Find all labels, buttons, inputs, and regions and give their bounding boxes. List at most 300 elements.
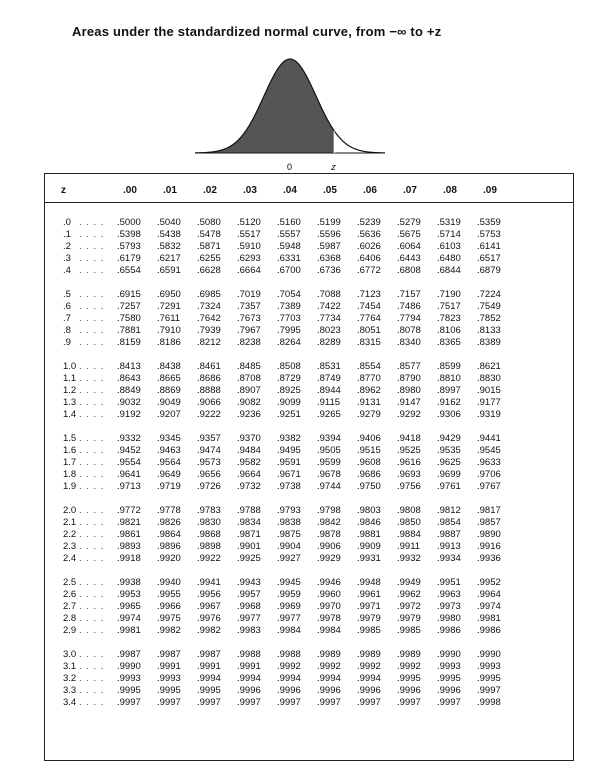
table-cell: .9990: [117, 661, 141, 672]
table-row: [45, 253, 573, 265]
table-cell: .9997: [317, 697, 341, 708]
table-cell: .9641: [117, 469, 141, 480]
page-title: Areas under the standardized normal curve, from −∞ to +z: [72, 24, 442, 39]
leader-dots: . . . .: [79, 481, 105, 492]
table-cell: .9991: [197, 661, 221, 672]
table-cell: .9693: [397, 469, 421, 480]
table-cell: .5910: [237, 241, 261, 252]
leader-dots: . . . .: [79, 505, 105, 516]
table-cell: .7794: [397, 313, 421, 324]
table-cell: .8078: [397, 325, 421, 336]
leader-dots: . . . .: [79, 613, 105, 624]
table-cell: .7019: [237, 289, 261, 300]
table-cell: .9963: [437, 589, 461, 600]
table-cell: .6950: [157, 289, 181, 300]
leader-dots: . . . .: [79, 385, 105, 396]
table-cell: .9929: [317, 553, 341, 564]
table-cell: .9996: [357, 685, 381, 696]
table-cell: .6368: [317, 253, 341, 264]
table-row: [45, 313, 573, 325]
table-cell: .9608: [357, 457, 381, 468]
table-cell: .9066: [197, 397, 221, 408]
table-cell: .9962: [397, 589, 421, 600]
leader-dots: . . . .: [79, 469, 105, 480]
table-cell: .9049: [157, 397, 181, 408]
table-cell: .6554: [117, 265, 141, 276]
table-cell: .9616: [397, 457, 421, 468]
table-cell: .7939: [197, 325, 221, 336]
table-cell: .9319: [477, 409, 501, 420]
table-cell: .5517: [237, 229, 261, 240]
table-cell: .7389: [277, 301, 301, 312]
table-cell: .9996: [317, 685, 341, 696]
table-cell: .9976: [197, 613, 221, 624]
z-value: 3.4: [63, 697, 77, 708]
table-cell: .5987: [317, 241, 341, 252]
table-cell: .9904: [277, 541, 301, 552]
table-cell: .9884: [397, 529, 421, 540]
column-header: .09: [483, 185, 497, 196]
z-value: .2: [63, 241, 71, 252]
table-row: [45, 457, 573, 469]
table-cell: .7257: [117, 301, 141, 312]
leader-dots: . . . .: [79, 265, 105, 276]
z-value: 2.9: [63, 625, 77, 636]
table-cell: .9981: [477, 613, 501, 624]
table-cell: .9911: [397, 541, 421, 552]
table-cell: .8810: [437, 373, 461, 384]
table-cell: .9913: [437, 541, 461, 552]
table-cell: .9115: [317, 397, 341, 408]
table-cell: .5160: [277, 217, 301, 228]
table-cell: .9857: [477, 517, 501, 528]
table-cell: .5319: [437, 217, 461, 228]
table-cell: .9972: [397, 601, 421, 612]
table-cell: .9991: [237, 661, 261, 672]
leader-dots: . . . .: [79, 313, 105, 324]
table-cell: .6217: [157, 253, 181, 264]
table-cell: .9131: [357, 397, 381, 408]
table-cell: .5753: [477, 229, 501, 240]
leader-dots: . . . .: [79, 697, 105, 708]
z-label: z: [331, 162, 336, 172]
table-cell: .8023: [317, 325, 341, 336]
table-cell: .7291: [157, 301, 181, 312]
table-cell: .9474: [197, 445, 221, 456]
table-cell: .5557: [277, 229, 301, 240]
table-cell: .9671: [277, 469, 301, 480]
table-cell: .9649: [157, 469, 181, 480]
table-cell: .9545: [477, 445, 501, 456]
table-cell: .9992: [277, 661, 301, 672]
table-cell: .9564: [157, 457, 181, 468]
table-cell: .9952: [477, 577, 501, 588]
column-header: .07: [403, 185, 417, 196]
column-header: .06: [363, 185, 377, 196]
table-cell: .9982: [157, 625, 181, 636]
table-cell: .9934: [437, 553, 461, 564]
table-cell: .5040: [157, 217, 181, 228]
table-cell: .9846: [357, 517, 381, 528]
table-cell: .9861: [117, 529, 141, 540]
table-cell: .9989: [357, 649, 381, 660]
leader-dots: . . . .: [79, 673, 105, 684]
table-cell: .9726: [197, 481, 221, 492]
table-header-row: [45, 174, 573, 203]
table-cell: .6443: [397, 253, 421, 264]
table-cell: .9099: [277, 397, 301, 408]
table-cell: .8925: [277, 385, 301, 396]
table-cell: .9991: [157, 661, 181, 672]
table-cell: .9871: [237, 529, 261, 540]
table-cell: .8599: [437, 361, 461, 372]
z-value: .8: [63, 325, 71, 336]
table-cell: .9994: [277, 673, 301, 684]
table-cell: .9406: [357, 433, 381, 444]
table-cell: .8643: [117, 373, 141, 384]
table-cell: .9664: [237, 469, 261, 480]
table-cell: .9965: [117, 601, 141, 612]
normal-table: [44, 173, 574, 761]
table-cell: .9994: [197, 673, 221, 684]
table-cell: .9177: [477, 397, 501, 408]
table-cell: .9332: [117, 433, 141, 444]
table-row: [45, 649, 573, 661]
table-cell: .9992: [357, 661, 381, 672]
table-cell: .9767: [477, 481, 501, 492]
table-cell: .9970: [317, 601, 341, 612]
z-value: 3.0: [63, 649, 77, 660]
table-cell: .9996: [437, 685, 461, 696]
table-cell: .8554: [357, 361, 381, 372]
normal-curve-figure: [0, 45, 608, 175]
table-row: [45, 577, 573, 589]
leader-dots: . . . .: [79, 625, 105, 636]
table-cell: .9968: [237, 601, 261, 612]
table-cell: .9986: [477, 625, 501, 636]
table-cell: .9997: [357, 697, 381, 708]
leader-dots: . . . .: [79, 649, 105, 660]
table-cell: .9959: [277, 589, 301, 600]
table-cell: .9995: [197, 685, 221, 696]
table-cell: .9979: [397, 613, 421, 624]
table-row: [45, 505, 573, 517]
table-cell: .9957: [237, 589, 261, 600]
table-cell: .8461: [197, 361, 221, 372]
table-cell: .9756: [397, 481, 421, 492]
table-cell: .7454: [357, 301, 381, 312]
table-cell: .9898: [197, 541, 221, 552]
table-cell: .8159: [117, 337, 141, 348]
table-cell: .9984: [317, 625, 341, 636]
table-cell: .8413: [117, 361, 141, 372]
table-cell: .9988: [237, 649, 261, 660]
z-value: 2.4: [63, 553, 77, 564]
table-cell: .8621: [477, 361, 501, 372]
table-cell: .8212: [197, 337, 221, 348]
table-cell: .9732: [237, 481, 261, 492]
table-cell: .9909: [357, 541, 381, 552]
table-cell: .9996: [277, 685, 301, 696]
table-row: [45, 241, 573, 253]
table-cell: .9015: [477, 385, 501, 396]
table-cell: .9699: [437, 469, 461, 480]
table-cell: .9979: [357, 613, 381, 624]
table-cell: .6064: [397, 241, 421, 252]
table-cell: .9854: [437, 517, 461, 528]
table-cell: .9292: [397, 409, 421, 420]
leader-dots: . . . .: [79, 661, 105, 672]
leader-dots: . . . .: [79, 325, 105, 336]
table-cell: .9997: [237, 697, 261, 708]
table-cell: .8980: [397, 385, 421, 396]
z-value: 1.8: [63, 469, 77, 480]
table-cell: .6255: [197, 253, 221, 264]
table-cell: .9881: [357, 529, 381, 540]
table-row: [45, 373, 573, 385]
table-cell: .7881: [117, 325, 141, 336]
z-value: .9: [63, 337, 71, 348]
table-row: [45, 517, 573, 529]
table-cell: .8888: [197, 385, 221, 396]
table-cell: .6915: [117, 289, 141, 300]
table-cell: .8106: [437, 325, 461, 336]
table-cell: .8830: [477, 373, 501, 384]
table-row: [45, 301, 573, 313]
table-cell: .9955: [157, 589, 181, 600]
table-cell: .9997: [277, 697, 301, 708]
table-cell: .9656: [197, 469, 221, 480]
z-value: 1.3: [63, 397, 77, 408]
table-cell: .7190: [437, 289, 461, 300]
table-cell: .9922: [197, 553, 221, 564]
table-cell: .7823: [437, 313, 461, 324]
leader-dots: . . . .: [79, 577, 105, 588]
table-cell: .8340: [397, 337, 421, 348]
table-cell: .8708: [237, 373, 261, 384]
table-cell: .5596: [317, 229, 341, 240]
table-cell: .9750: [357, 481, 381, 492]
table-cell: .9997: [397, 697, 421, 708]
table-cell: .8577: [397, 361, 421, 372]
table-cell: .6772: [357, 265, 381, 276]
column-header: .03: [243, 185, 257, 196]
table-cell: .7157: [397, 289, 421, 300]
table-cell: .9834: [237, 517, 261, 528]
table-cell: .6736: [317, 265, 341, 276]
z-value: 1.9: [63, 481, 77, 492]
table-cell: .9798: [317, 505, 341, 516]
table-cell: .9838: [277, 517, 301, 528]
table-cell: .9969: [277, 601, 301, 612]
z-column-header: z: [61, 185, 66, 196]
table-row: [45, 385, 573, 397]
z-value: .5: [63, 289, 71, 300]
table-cell: .9997: [197, 697, 221, 708]
table-cell: .9706: [477, 469, 501, 480]
table-row: [45, 613, 573, 625]
table-cell: .6406: [357, 253, 381, 264]
table-cell: .8289: [317, 337, 341, 348]
table-cell: .9988: [277, 649, 301, 660]
z-value: 2.6: [63, 589, 77, 600]
table-cell: .6517: [477, 253, 501, 264]
zero-label: 0: [287, 162, 293, 172]
table-cell: .8962: [357, 385, 381, 396]
z-value: 2.5: [63, 577, 77, 588]
table-cell: .9994: [317, 673, 341, 684]
table-cell: .8770: [357, 373, 381, 384]
table-cell: .9582: [237, 457, 261, 468]
table-cell: .9996: [237, 685, 261, 696]
table-cell: .9985: [357, 625, 381, 636]
table-cell: .9998: [477, 697, 501, 708]
table-cell: .9961: [357, 589, 381, 600]
table-cell: .9265: [317, 409, 341, 420]
table-cell: .9394: [317, 433, 341, 444]
leader-dots: . . . .: [79, 457, 105, 468]
table-cell: .9980: [437, 613, 461, 624]
column-header: .04: [283, 185, 297, 196]
table-cell: .9989: [397, 649, 421, 660]
table-cell: .9901: [237, 541, 261, 552]
table-cell: .9964: [477, 589, 501, 600]
table-cell: .9966: [157, 601, 181, 612]
table-cell: .9896: [157, 541, 181, 552]
leader-dots: . . . .: [79, 241, 105, 252]
table-cell: .9953: [117, 589, 141, 600]
table-cell: .5832: [157, 241, 181, 252]
table-cell: .9279: [357, 409, 381, 420]
table-cell: .9906: [317, 541, 341, 552]
table-cell: .9938: [117, 577, 141, 588]
table-cell: .9778: [157, 505, 181, 516]
table-cell: .5636: [357, 229, 381, 240]
table-cell: .7224: [477, 289, 501, 300]
table-cell: .7995: [277, 325, 301, 336]
column-header: .02: [203, 185, 217, 196]
table-cell: .9192: [117, 409, 141, 420]
leader-dots: . . . .: [79, 601, 105, 612]
leader-dots: . . . .: [79, 409, 105, 420]
table-cell: .9974: [117, 613, 141, 624]
table-cell: .9452: [117, 445, 141, 456]
table-cell: .8508: [277, 361, 301, 372]
z-value: .4: [63, 265, 71, 276]
normal-curve-graphic: [0, 45, 608, 175]
table-cell: .9940: [157, 577, 181, 588]
table-cell: .9875: [277, 529, 301, 540]
z-value: 2.8: [63, 613, 77, 624]
leader-dots: . . . .: [79, 553, 105, 564]
table-cell: .7054: [277, 289, 301, 300]
table-cell: .9082: [237, 397, 261, 408]
table-cell: .9625: [437, 457, 461, 468]
table-cell: .9994: [357, 673, 381, 684]
table-cell: .9890: [477, 529, 501, 540]
table-cell: .9207: [157, 409, 181, 420]
leader-dots: . . . .: [79, 685, 105, 696]
z-value: 1.6: [63, 445, 77, 456]
table-cell: .8264: [277, 337, 301, 348]
table-cell: .9772: [117, 505, 141, 516]
table-cell: .9484: [237, 445, 261, 456]
table-cell: .9525: [397, 445, 421, 456]
z-value: 3.1: [63, 661, 77, 672]
table-cell: .9382: [277, 433, 301, 444]
table-cell: .6985: [197, 289, 221, 300]
table-cell: .9633: [477, 457, 501, 468]
table-cell: .9370: [237, 433, 261, 444]
table-cell: .9993: [117, 673, 141, 684]
column-header: .05: [323, 185, 337, 196]
table-cell: .6844: [437, 265, 461, 276]
table-cell: .9925: [237, 553, 261, 564]
table-cell: .9495: [277, 445, 301, 456]
table-cell: .8438: [157, 361, 181, 372]
table-cell: .5948: [277, 241, 301, 252]
table-cell: .9920: [157, 553, 181, 564]
table-cell: .9554: [117, 457, 141, 468]
table-cell: .9535: [437, 445, 461, 456]
table-row: [45, 529, 573, 541]
z-value: 2.1: [63, 517, 77, 528]
table-cell: .5793: [117, 241, 141, 252]
table-cell: .7852: [477, 313, 501, 324]
table-cell: .9997: [117, 697, 141, 708]
table-cell: .6480: [437, 253, 461, 264]
table-row: [45, 217, 573, 229]
leader-dots: . . . .: [79, 217, 105, 228]
table-row: [45, 541, 573, 553]
leader-dots: . . . .: [79, 589, 105, 600]
table-cell: .9842: [317, 517, 341, 528]
table-cell: .9981: [117, 625, 141, 636]
z-value: 3.2: [63, 673, 77, 684]
table-cell: .6879: [477, 265, 501, 276]
z-value: 2.0: [63, 505, 77, 516]
table-cell: .9977: [277, 613, 301, 624]
table-cell: .7324: [197, 301, 221, 312]
table-cell: .9573: [197, 457, 221, 468]
table-row: [45, 289, 573, 301]
table-cell: .9960: [317, 589, 341, 600]
table-cell: .8485: [237, 361, 261, 372]
table-row: [45, 625, 573, 637]
table-cell: .9990: [477, 649, 501, 660]
table-cell: .9987: [157, 649, 181, 660]
table-cell: .9978: [317, 613, 341, 624]
table-cell: .7967: [237, 325, 261, 336]
table-cell: .9982: [197, 625, 221, 636]
table-cell: .9418: [397, 433, 421, 444]
table-cell: .5478: [197, 229, 221, 240]
table-cell: .9893: [117, 541, 141, 552]
table-cell: .9916: [477, 541, 501, 552]
table-cell: .9306: [437, 409, 461, 420]
table-cell: .7734: [317, 313, 341, 324]
leader-dots: . . . .: [79, 373, 105, 384]
table-cell: .8133: [477, 325, 501, 336]
table-cell: .9788: [237, 505, 261, 516]
table-cell: .9429: [437, 433, 461, 444]
table-cell: .9812: [437, 505, 461, 516]
z-value: 2.3: [63, 541, 77, 552]
table-row: [45, 265, 573, 277]
leader-dots: . . . .: [79, 229, 105, 240]
table-cell: .5871: [197, 241, 221, 252]
table-cell: .9995: [117, 685, 141, 696]
